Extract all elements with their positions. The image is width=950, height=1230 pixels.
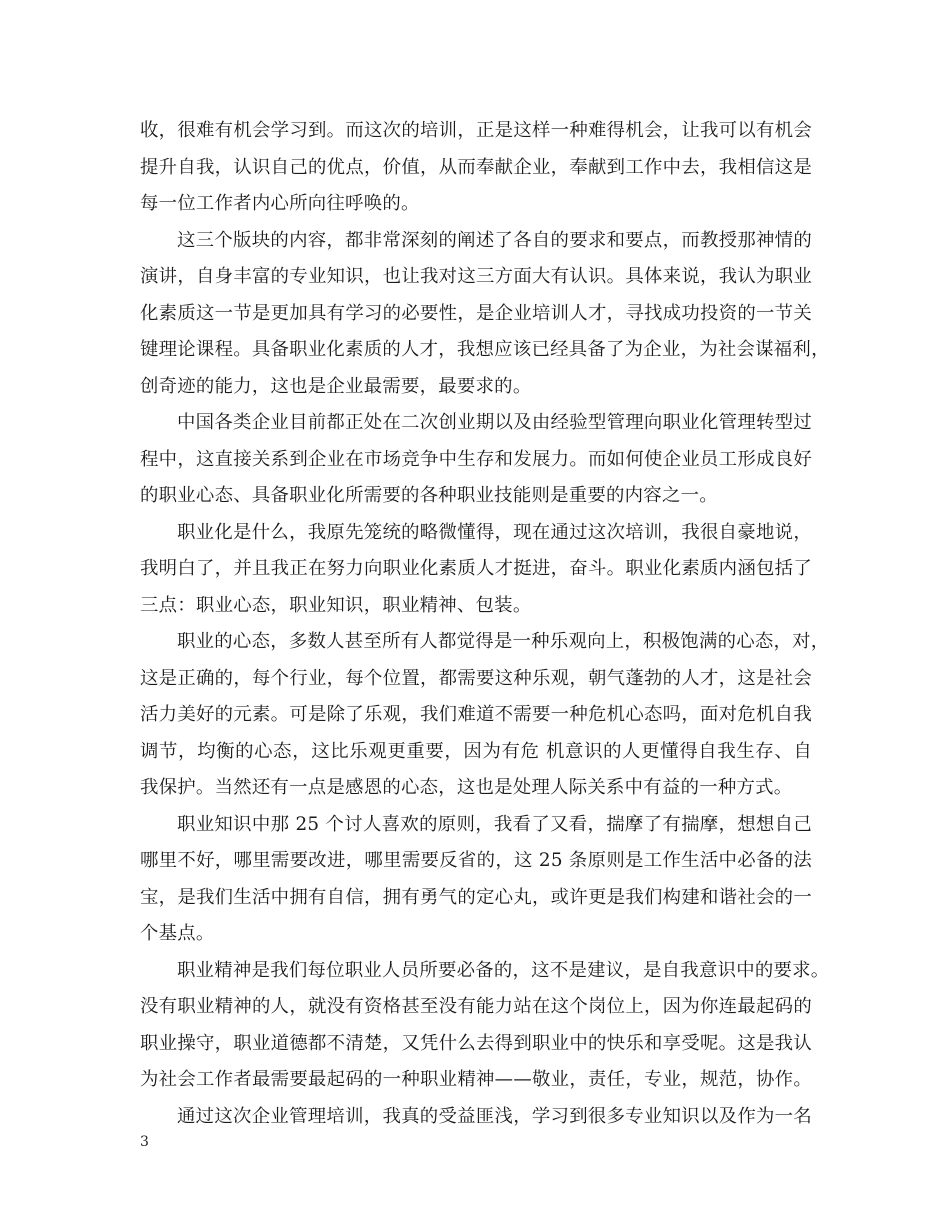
text-line: 这三个版块的内容，都非常深刻的阐述了各自的要求和要点，而教授那神情的 [177,229,812,251]
text-line: 调节，均衡的心态，这比乐观更重要，因为有危 机意识的人更懂得自我生存、自 [140,740,812,762]
text-line: 我保护。当然还有一点是感恩的心态，这也是处理人际关系中有益的一种方式。 [140,777,793,798]
text-line: 演讲，自身丰富的专业知识，也让我对这三方面大有认识。具体来说，我认为职业 [140,266,812,287]
text-line: 个基点。 [140,923,215,944]
text-line: 我明白了，并且我正在努力向职业化素质人才挺进，奋斗。职业化素质内涵包括了 [140,558,812,579]
text-line: 宝，是我们生活中拥有自信，拥有勇气的定心丸，或许更是我们构建和谐社会的一 [140,886,812,908]
text-line: 通过这次企业管理培训，我真的受益匪浅，学习到很多专业知识以及作为一名 [177,1105,812,1127]
text-line: 提升自我，认识自己的优点，价值，从而奉献企业，奉献到工作中去，我相信这是 [140,156,812,178]
text-line: 职业的心态，多数人甚至所有人都觉得是一种乐观向上，积极饱满的心态，对， [177,631,830,652]
text-line: 职业化是什么，我原先笼统的略微懂得，现在通过这次培训，我很自豪地说， [177,521,812,543]
text-line: 职业知识中那 25 个讨人喜欢的原则，我看了又看，揣摩了有揣摩，想想自己 [177,813,812,835]
text-line: 程中，这直接关系到企业在市场竞争中生存和发展力。而如何使企业员工形成良好 [140,448,812,470]
body-text [140,113,830,1135]
text-line: 收，很难有机会学习到。而这次的培训，正是这样一种难得机会，让我可以有机会 [140,120,812,141]
text-line: 活力美好的元素。可是除了乐观，我们难道不需要一种危机心态吗，面对危机自我 [140,704,812,725]
text-line: 哪里不好，哪里需要改进，哪里需要反省的，这 25 条原则是工作生活中必备的法 [140,850,812,871]
text-line: 中国各类企业目前都正处在二次创业期以及由经验型管理向职业化管理转型过 [177,412,812,433]
text-line: 键理论课程。具备职业化素质的人才，我想应该已经具备了为企业，为社会谋福利， [140,339,830,360]
text-line: 职业精神是我们每位职业人员所要必备的，这不是建议，是自我意识中的要求。 [177,959,830,981]
text-line: 职业操守，职业道德都不清楚，又凭什么去得到职业中的快乐和享受呢。这是我认 [140,1032,812,1054]
text-line: 这是正确的，每个行业，每个位置，都需要这种乐观，朝气蓬勃的人才，这是社会 [140,667,812,689]
text-line: 没有职业精神的人，就没有资格甚至没有能力站在这个岗位上，因为你连最起码的 [140,996,812,1017]
text-line: 三点：职业心态，职业知识，职业精神、包装。 [140,594,532,616]
page-number: 3 [140,1134,149,1150]
text-line: 创奇迹的能力，这也是企业最需要，最要求的。 [140,375,532,397]
text-line: 的职业心态、具备职业化所需要的各种职业技能则是重要的内容之一。 [140,485,718,506]
text-line: 为社会工作者最需要最起码的一种职业精神——敬业，责任，专业，规范，协作。 [140,1069,812,1090]
text-line: 每一位工作者内心所向往呼唤的。 [140,193,420,214]
text-line: 化素质这一节是更加具有学习的必要性，是企业培训人才，寻找成功投资的一节关 [140,302,812,324]
